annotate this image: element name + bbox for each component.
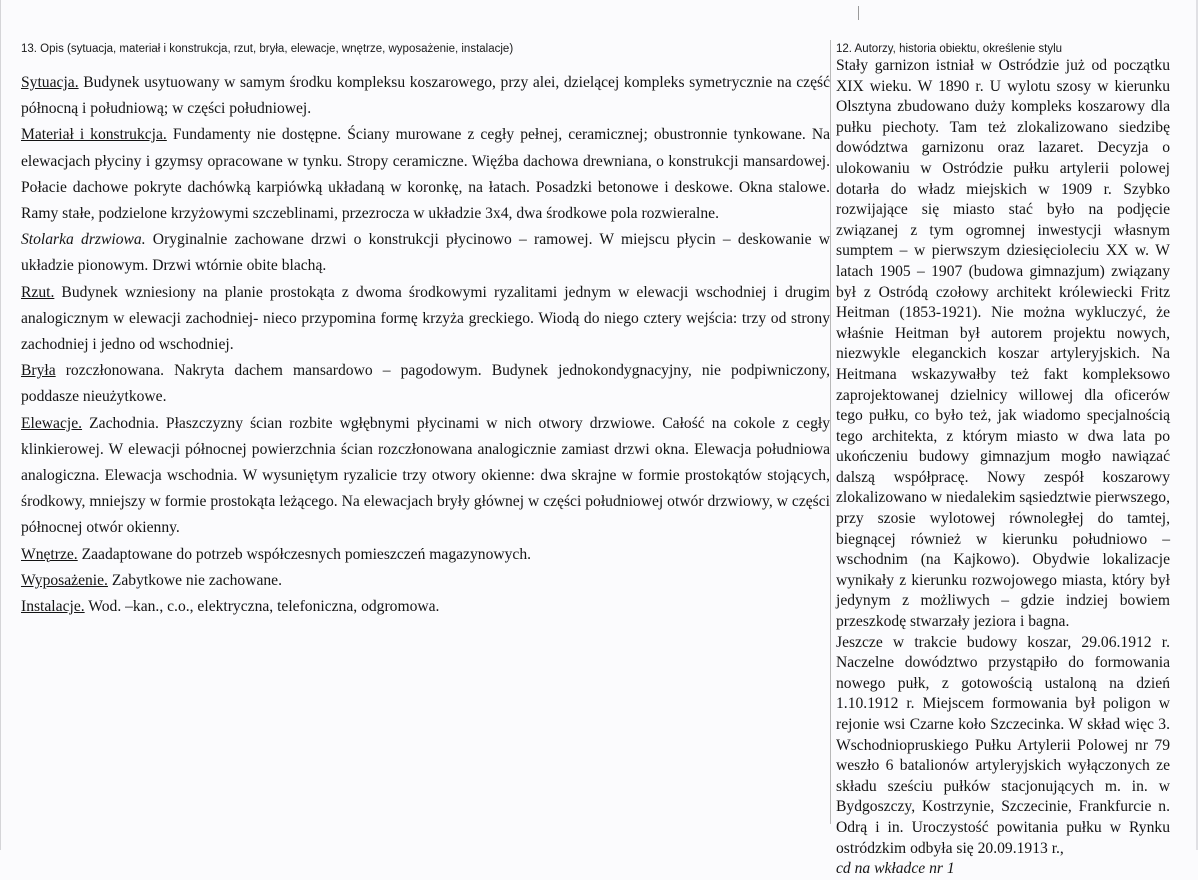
text-joinery: Oryginalnie zachowane drzwi o konstrukcji płycinowo – ramowej. W miejscu płycin – deskowanie w układzie pionowym. Drzwi wtórnie obite blachą. [21,231,830,275]
paragraph-plan [21,280,830,359]
description-section [21,42,830,620]
scan-mark [858,6,859,20]
text-situation: Budynek usytuowany w samym środku kompleksu koszarowego, przy alei, dzielącej kompleks symetrycznie na część północną i południową; w części południowej. [21,74,830,118]
description-header: 13. Opis (sytuacja, materiał i konstrukcja, rzut, bryła, elewacje, wnętrze, wyposażenie, instalacje) [21,43,514,55]
scan-edge-left [0,0,1,850]
history-header: 12. Autorzy, historia obiektu, określenie stylu [836,43,1063,55]
label-situation: Sytuacja. [21,74,79,91]
text-installations: Wod. –kan., c.o., elektryczna, telefoniczna, odgromowa. [84,598,440,616]
label-joinery: Stolarka drzwiowa. [21,231,146,249]
continuation-note: cd na wkładce nr 1 [836,860,955,878]
paragraph-massing [21,358,830,410]
text-elevations: Zachodnia. Płaszczyzny ścian rozbite wgłębnymi płycinami w nich otwory drzwiowe. Całość na cokole z cegły klinkierowej. W elewacji północnej powierzchnia ścian rozczłonowana analogicznie zamiast drzwi okna. Elewacja południowa analogiczna. Elewacja wschodnia. W wysuniętym ryzalicie trzy otwory okienne: dwa skrajne w formie prostokątów stojących, środkowy, mniejszy w formie prostokąta leżącego. Na elewacjach bryły głównej w części południowej otwór drzwiowy, w części północnej otwór okienny. [21,414,830,537]
history-paragraph-1: Stały garnizon istniał w Ostródzie już od początku XIX wieku. W 1890 r. U wylotu szosy w kierunku Olsztyna zbudowano duży kompleks koszarowy dla pułku piechoty. Tam też zlokalizowano siedzibę dowództwa garnizonu oraz lazaret. Decyzja o ulokowaniu w Ostródzie pułku artylerii polowej dotarła do władz miejskich w 1909 r. Szybko rozwijające się miasto stać było na podjęcie związanej z tym ogromnej inwestycji własnym sumptem – w pierwszym dziesięcioleciu XX w. W latach 1905 – 1907 (budowa gimnazjum) związany był z Ostródą czołowy architekt królewiecki Fritz Heitman (1853-1921). Nie można wykluczyć, że właśnie Heitman był autorem projektu nowych, niezwykle eleganckich koszar artyleryjskich. Na Heitmana wskazywałby też fakt kompleksowo zaprojektowanej dzielnicy willowej dla oficerów tego pułku, co było też, jak wiadomo specjalnością tego architekta, z którym miasto w dwa lata po ukończeniu budowy gimnazjum mogło nawiązać dalszą współpracę. Nowy zespół koszarowy zlokalizowano w niedalekim sąsiedztwie pierwszego, przy szosie wylotowej równoległej do tamtej, biegnącej również w kierunku południowo – wschodnim (na Kajkowo). Obydwie lokalizacje wynikały z kierunku rozwojowego miasta, który był jedynym z możliwych – gdzie indziej bowiem przeszkodę stwarzały jeziora i bagna. [836,57,1170,631]
paragraph-furnishings [21,568,830,594]
label-plan: Rzut. [21,283,55,301]
label-elevations: Elewacje. [21,414,83,432]
label-interior: Wnętrze. [21,545,78,563]
text-plan: Budynek wzniesiony na planie prostokąta z dwoma środkowymi ryzalitami jednym w elewacji wschodniej i drugim analogicznym w elewacji zachodniej- nieco przypomina formę krzyża greckiego. Wiodą do niego cztery wejścia: trzy od strony zachodniej i jedno od wschodniej. [21,283,830,354]
paragraph-material [21,122,830,279]
text-furnishings: Zabytkowe nie zachowane. [107,571,283,589]
paragraph-situation [21,70,830,122]
label-installations: Instalacje. [21,598,85,616]
text-interior: Zaadaptowane do potrzeb współczesnych pomieszczeń magazynowych. [77,545,532,563]
history-section [836,42,1170,880]
text-massing: rozczłonowana. Nakryta dachem mansardowo – pagodowym. Budynek jednokondygnacyjny, nie podpiwniczony, poddasze nieużytkowe. [21,362,830,406]
label-material: Materiał i konstrukcja. [21,126,167,144]
column-divider [830,40,831,824]
label-furnishings: Wyposażenie. [21,571,108,589]
paragraph-installations [21,594,830,620]
history-paragraph-2: Jeszcze w trakcie budowy koszar, 29.06.1912 r. Naczelne dowództwo przystąpiło do formowania nowego pułk, z gotowością ustaloną na dzień 1.10.1912 r. Miejscem formowania był poligon w rejonie wsi Czarne koło Szczecinka. W skład więc 3. Wschodniopruskiego Pułku Artylerii Polowej nr 79 weszło 6 batalionów artyleryjskich wyłączonych ze składu sześciu pułków stacjonujących m. in. w Bydgoszczy, Kostrzynie, Szczecinie, Frankfurcie n. Odrą i in. Uroczystość powitania pułku w Rynku ostródzkim odbyła się 20.09.1913 r., [836,633,1170,857]
text-material: Fundamenty nie dostępne. Ściany murowane z cegły pełnej, ceramicznej; obustronnie tynkowane. Na elewacjach płyciny i gzymsy opracowane w tynku. Stropy ceramiczne. Więźba dachowa drewniana, o konstrukcji mansardowej. Połacie dachowe pokryte dachówką karpiówką układaną w koronkę, na łatach. Posadzki betonowe i deskowe. Okna stalowe. Ramy stałe, podzielone krzyżowymi szczeblinami, przezrocza w układzie 3x4, dwa środkowe pola rozwieralne. [21,126,830,223]
paragraph-interior [21,542,830,568]
paragraph-elevations [21,411,830,542]
label-massing: Bryła [21,362,56,380]
